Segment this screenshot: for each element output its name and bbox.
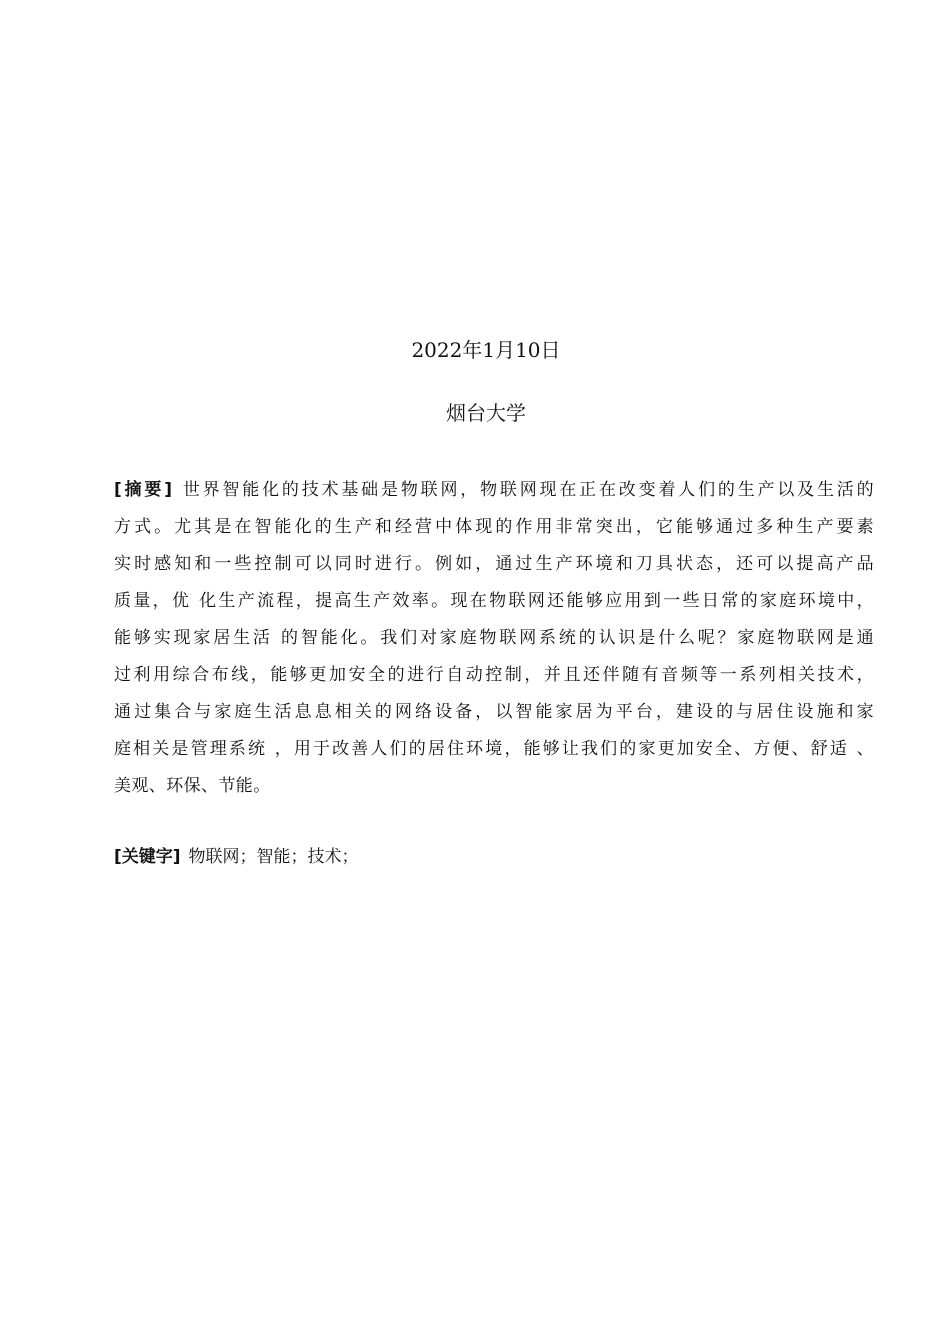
keywords-text: 物联网；智能；技术； xyxy=(188,847,359,867)
abstract-line: 能够实现家居生活 的智能化。我们对家庭物联网系统的认识是什么呢？家庭物联网是通 xyxy=(114,628,874,648)
abstract-line: 质量，优 化生产流程，提高生产效率。现在物联网还能够应用到一些日常的家庭环境中， xyxy=(114,591,874,611)
keywords-section xyxy=(114,842,874,872)
abstract-line: 庭相关是管理系统 ，用于改善人们的居住环境，能够让我们的家更加安全、方便、舒适 、 xyxy=(114,739,874,759)
abstract-line xyxy=(114,472,874,509)
university-name: 烟台大学 xyxy=(446,401,526,425)
abstract-section xyxy=(114,472,874,805)
abstract-line: 实时感知和一些控制可以同时进行。例如，通过生产环境和刀具状态，还可以提高产品 xyxy=(114,554,874,574)
abstract-line: 方式。尤其是在智能化的生产和经营中体现的作用非常突出，它能够通过多种生产要素 xyxy=(114,517,874,537)
abstract-label: [摘要] xyxy=(114,480,173,500)
report-date: 2022年1月10日 xyxy=(411,338,561,362)
abstract-text: 世界智能化的技术基础是物联网，物联网现在正在改变着人们的生产以及生活的 xyxy=(180,480,875,500)
abstract-line: 过利用综合布线，能够更加安全的进行自动控制，并且还伴随有音频等一系列相关技术， xyxy=(114,665,874,685)
abstract-line: 通过集合与家庭生活息息相关的网络设备，以智能家居为平台，建设的与居住设施和家 xyxy=(114,702,874,722)
keywords-label: [关键字] xyxy=(114,847,181,867)
abstract-line: 美观、环保、节能。 xyxy=(114,776,271,796)
